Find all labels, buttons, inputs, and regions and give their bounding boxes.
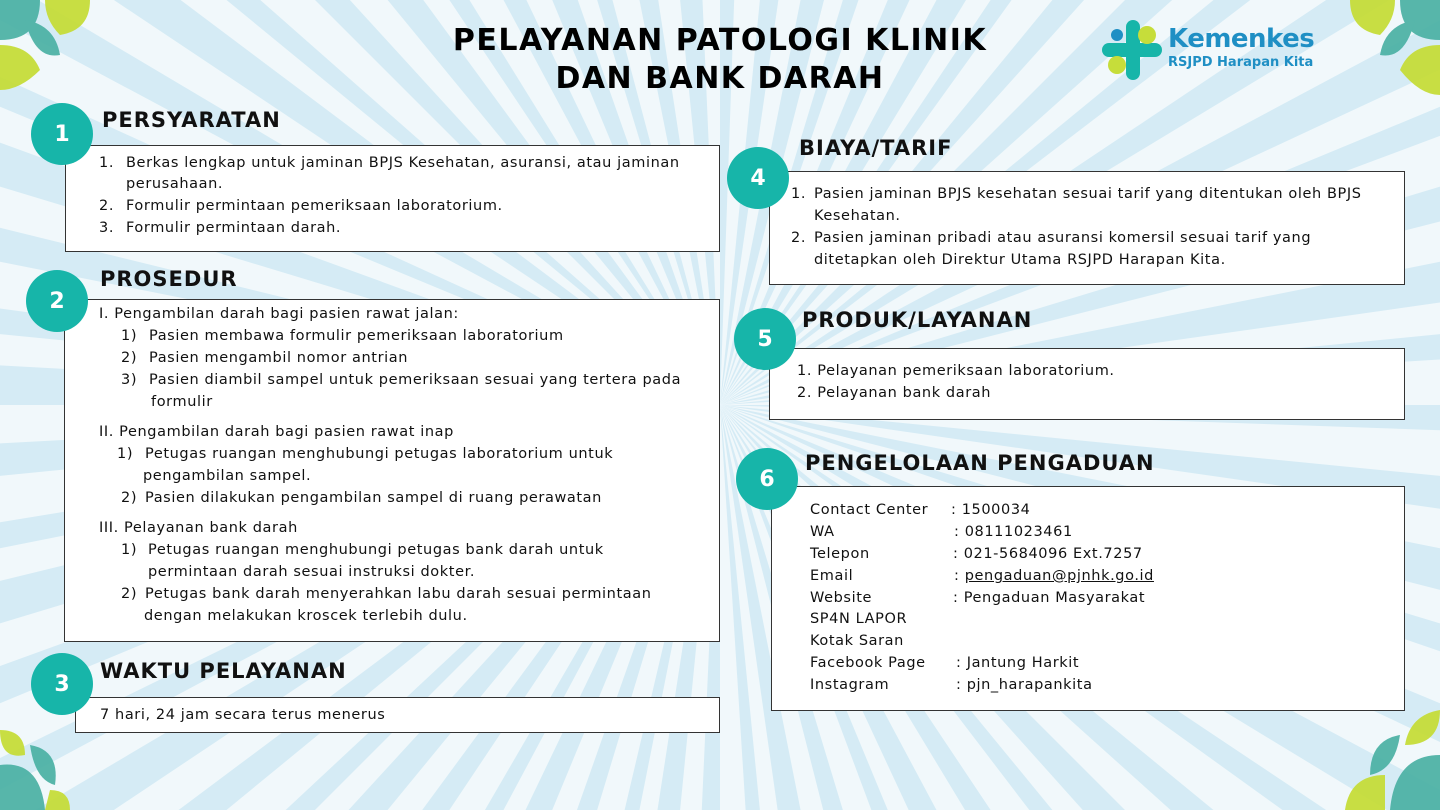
section-5-title: PRODUK/LAYANAN (802, 308, 1033, 332)
s4-item-text: ditetapkan oleh Direktur Utama RSJPD Harapan Kita. (814, 252, 1226, 268)
s2-a-num: 1) (121, 328, 138, 344)
section-1-number: 1 (31, 103, 93, 165)
s6-row-label: Contact Center (810, 502, 929, 518)
section-4-title: BIAYA/TARIF (799, 136, 953, 160)
s2-a-num: 2) (121, 350, 138, 366)
kemenkes-logo (1100, 18, 1320, 82)
s4-item-text: Pasien jaminan pribadi atau asuransi komersil sesuai tarif yang (814, 230, 1312, 246)
section-6-number: 6 (736, 448, 798, 510)
s1-item-num: 2. (99, 198, 115, 214)
title-line-2: DAN BANK DARAH (555, 61, 885, 96)
s1-item-text: Berkas lengkap untuk jaminan BPJS Kesehatan, asuransi, atau jaminan (126, 155, 680, 171)
s2-b-text: Pasien dilakukan pengambilan sampel di ruang perawatan (145, 490, 602, 506)
section-3-number: 3 (31, 653, 93, 715)
s2-a-text: Pasien diambil sampel untuk pemeriksaan sesuai yang tertera pada (149, 372, 682, 388)
s5-item: 2. Pelayanan bank darah (797, 385, 992, 401)
s1-item-text: perusahaan. (126, 176, 224, 192)
s4-item-num: 2. (791, 230, 807, 246)
section-4-number: 4 (727, 147, 789, 209)
logo-brand-text: Kemenkes (1168, 24, 1315, 54)
kemenkes-logo-icon (1100, 18, 1164, 82)
section-2-title: PROSEDUR (100, 267, 238, 291)
s2-b-text: pengambilan sampel. (143, 468, 312, 484)
s2-a-text: Pasien mengambil nomor antrian (149, 350, 409, 366)
s2-heading-1: I. Pengambilan darah bagi pasien rawat jalan: (99, 306, 459, 322)
s2-a-num: 3) (121, 372, 138, 388)
s5-item: 1. Pelayanan pemeriksaan laboratorium. (797, 363, 1115, 379)
s2-a-text: Pasien membawa formulir pemeriksaan laboratorium (149, 328, 564, 344)
s1-item-text: Formulir permintaan darah. (126, 220, 342, 236)
section-3-title: WAKTU PELAYANAN (100, 659, 347, 683)
s2-c-num: 2) (121, 586, 138, 602)
s2-c-text: Petugas bank darah menyerahkan labu darah sesuai permintaan (145, 586, 652, 602)
s2-c-text: Petugas ruangan menghubungi petugas bank darah untuk (148, 542, 604, 558)
s1-item-text: Formulir permintaan pemeriksaan laboratorium. (126, 198, 503, 214)
s6-row-value: : 021-5684096 Ext.7257 (953, 546, 1143, 562)
logo-sub-text: RSJPD Harapan Kita (1168, 55, 1314, 70)
s6-row-label: Facebook Page (810, 655, 926, 671)
section-1-title: PERSYARATAN (102, 108, 281, 132)
s6-row-value: : pjn_harapankita (956, 677, 1093, 693)
section-2-box (64, 299, 720, 642)
s1-item-num: 3. (99, 220, 115, 236)
section-2-number: 2 (26, 270, 88, 332)
s6-row-label: Kotak Saran (810, 633, 904, 649)
s4-item-text: Kesehatan. (814, 208, 901, 224)
s4-item-text: Pasien jaminan BPJS kesehatan sesuai tarif yang ditentukan oleh BPJS (814, 186, 1362, 202)
s2-c-text: permintaan darah sesuai instruksi dokter. (148, 564, 476, 580)
s6-row-label: Instagram (810, 677, 890, 693)
s2-c-num: 1) (121, 542, 138, 558)
s2-b-text: Petugas ruangan menghubungi petugas laboratorium untuk (145, 446, 614, 462)
s4-item-num: 1. (791, 186, 807, 202)
section-3-box (75, 697, 720, 733)
s6-row-value: : 1500034 (951, 502, 1031, 518)
section-5-box (769, 348, 1405, 420)
section-4-box (769, 171, 1405, 285)
s6-row-value (954, 565, 1154, 587)
section-1-box (65, 145, 720, 252)
s6-row-value: : Jantung Harkit (956, 655, 1080, 671)
s6-row-label: Email (810, 568, 854, 584)
section-5-number: 5 (734, 308, 796, 370)
page-title (370, 22, 1070, 98)
email-link[interactable]: pengaduan@pjnhk.go.id (964, 568, 1154, 584)
section-6-box (771, 486, 1405, 711)
s6-row-label: Telepon (810, 546, 870, 562)
s6-row-value: : Pengaduan Masyarakat (953, 590, 1146, 606)
s6-row-label: SP4N LAPOR (810, 611, 908, 627)
s6-email-prefix: : (954, 568, 965, 584)
s3-text: 7 hari, 24 jam secara terus menerus (100, 707, 386, 723)
s2-a-text: formulir (151, 394, 213, 410)
s1-item-num: 1. (99, 155, 115, 171)
s2-heading-3: III. Pelayanan bank darah (99, 520, 298, 536)
s6-row-label: WA (810, 524, 835, 540)
s6-row-label: Website (810, 590, 873, 606)
title-line-1: PELAYANAN PATOLOGI KLINIK (452, 23, 988, 58)
s2-c-text: dengan melakukan kroscek terlebih dulu. (144, 608, 468, 624)
s2-b-num: 1) (117, 446, 134, 462)
s2-b-num: 2) (121, 490, 138, 506)
section-6-title: PENGELOLAAN PENGADUAN (805, 451, 1155, 475)
s6-row-value: : 08111023461 (954, 524, 1073, 540)
s2-heading-2: II. Pengambilan darah bagi pasien rawat inap (99, 424, 454, 440)
